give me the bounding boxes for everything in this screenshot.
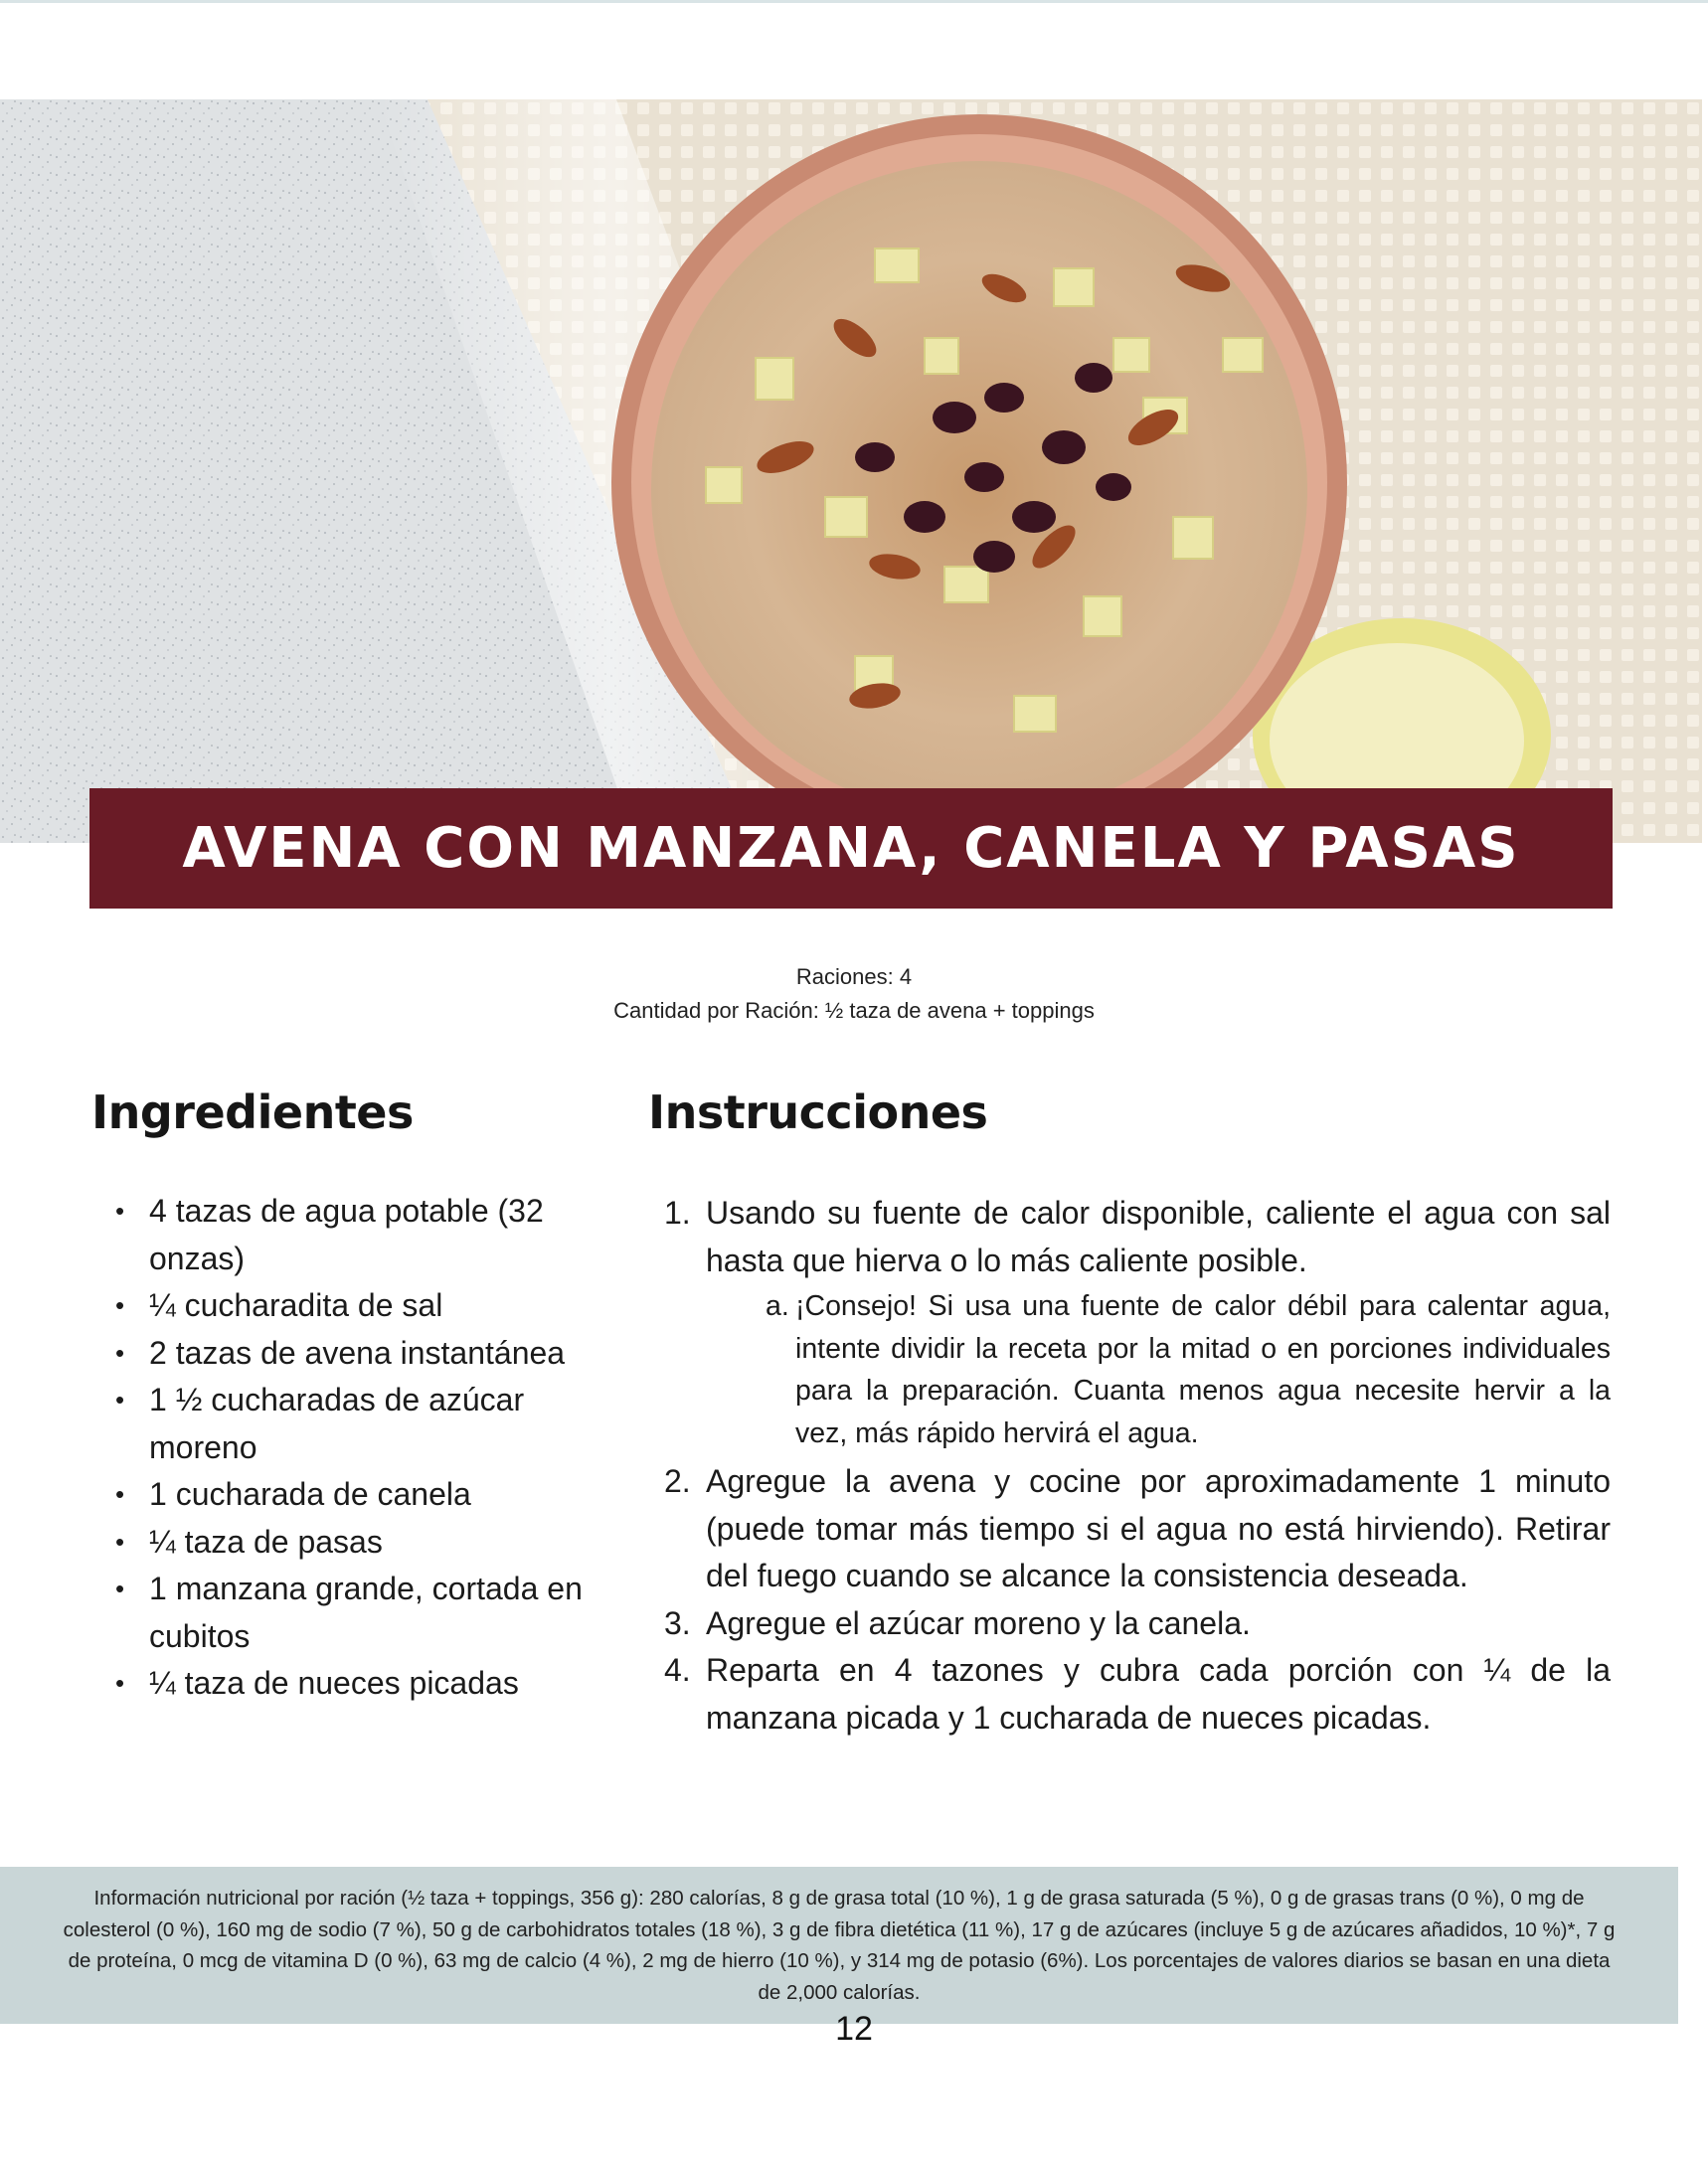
ingredient-item: • 2 tazas de avena instantánea <box>115 1334 566 1371</box>
ingredient-item: • ¼ cucharadita de sal <box>115 1287 443 1323</box>
ingredient-item: • 4 tazas de agua potable (32 onzas) <box>115 1193 544 1276</box>
serving-amount: Cantidad por Ración: ½ taza de avena + toppings <box>613 998 1095 1023</box>
ingredients-list <box>107 1188 585 1708</box>
ingredient-item: • 1 ½ cucharadas de azúcar moreno <box>115 1382 525 1465</box>
ingredient-item: • ¼ taza de pasas <box>115 1523 383 1560</box>
instruction-tip: a. ¡Consejo! Si usa una fuente de calor débil para calentar agua, intente dividir la receta por la mitad o en porciones individuales para la preparación. Cuanta menos agua necesite hervir a la vez, más rápido hervirá el agua. <box>766 1290 1611 1449</box>
page-number: 12 <box>835 2010 873 2048</box>
instruction-step-1: 1. Usando su fuente de calor disponible, caliente el agua con sal hasta que hierva o lo más caliente posible. a. ¡Consejo! Si usa una fuente de calor débil para calentar agua, intente dividir la receta por la mitad o en porciones individuales para la preparación. Cuanta menos agua necesite hervir a la vez, más rápido hervirá el agua. <box>664 1190 1611 1454</box>
instruction-step-4: 4. Reparta en 4 tazones y cubra cada porción con ¼ de la manzana picada y 1 cucharada de nueces picadas. <box>664 1652 1611 1736</box>
instruction-step-2: 2. Agregue la avena y cocine por aproximadamente 1 minuto (puede tomar más tiempo si el agua no está hirviendo). Retirar del fuego cuando se alcance la consistencia deseada. <box>664 1463 1611 1593</box>
nutrition-info-box <box>0 1867 1678 2024</box>
servings: Raciones: 4 <box>795 964 913 989</box>
ingredient-item: • 1 manzana grande, cortada en cubitos <box>115 1571 583 1654</box>
ingredient-item: • ¼ taza de nueces picadas <box>115 1665 519 1701</box>
oatmeal-bowl-image <box>0 99 1702 843</box>
instructions-heading: Instrucciones <box>648 1085 988 1139</box>
ingredients-heading: Ingredientes <box>91 1085 414 1139</box>
ingredient-item: • 1 cucharada de canela <box>115 1476 471 1512</box>
instructions-list <box>664 1190 1611 1742</box>
top-rule <box>0 0 1708 3</box>
title-banner <box>89 788 1613 909</box>
instruction-step-3: 3. Agregue el azúcar moreno y la canela. <box>664 1604 1251 1641</box>
hero-photo <box>0 99 1702 843</box>
nutrition-text: Información nutricional por ración (½ taza + toppings, 356 g): 280 calorías, 8 g de grasa total (10 %), 1 g de grasa saturada (5 %), 0 g de grasas trans (0 %), 0 mg de colesterol (0 %), 160 mg de sodio (7 %), 50 g de carbohidratos totales (18 %), 3 g de fibra dietética (11 %), 17 g de azúcares (incluye 5 g de azúcares añadidos, 10 %)*, 7 g de proteína, 0 mcg de vitamina D (0 %), 63 mg de calcio (4 %), 2 mg de hierro (10 %), y 314 mg de potasio (6%). Los porcentajes de valores diarios se basan en una dieta de 2,000 calorías. <box>63 1887 1616 2004</box>
recipe-title: AVENA CON MANZANA, CANELA Y PASAS <box>182 816 1520 881</box>
